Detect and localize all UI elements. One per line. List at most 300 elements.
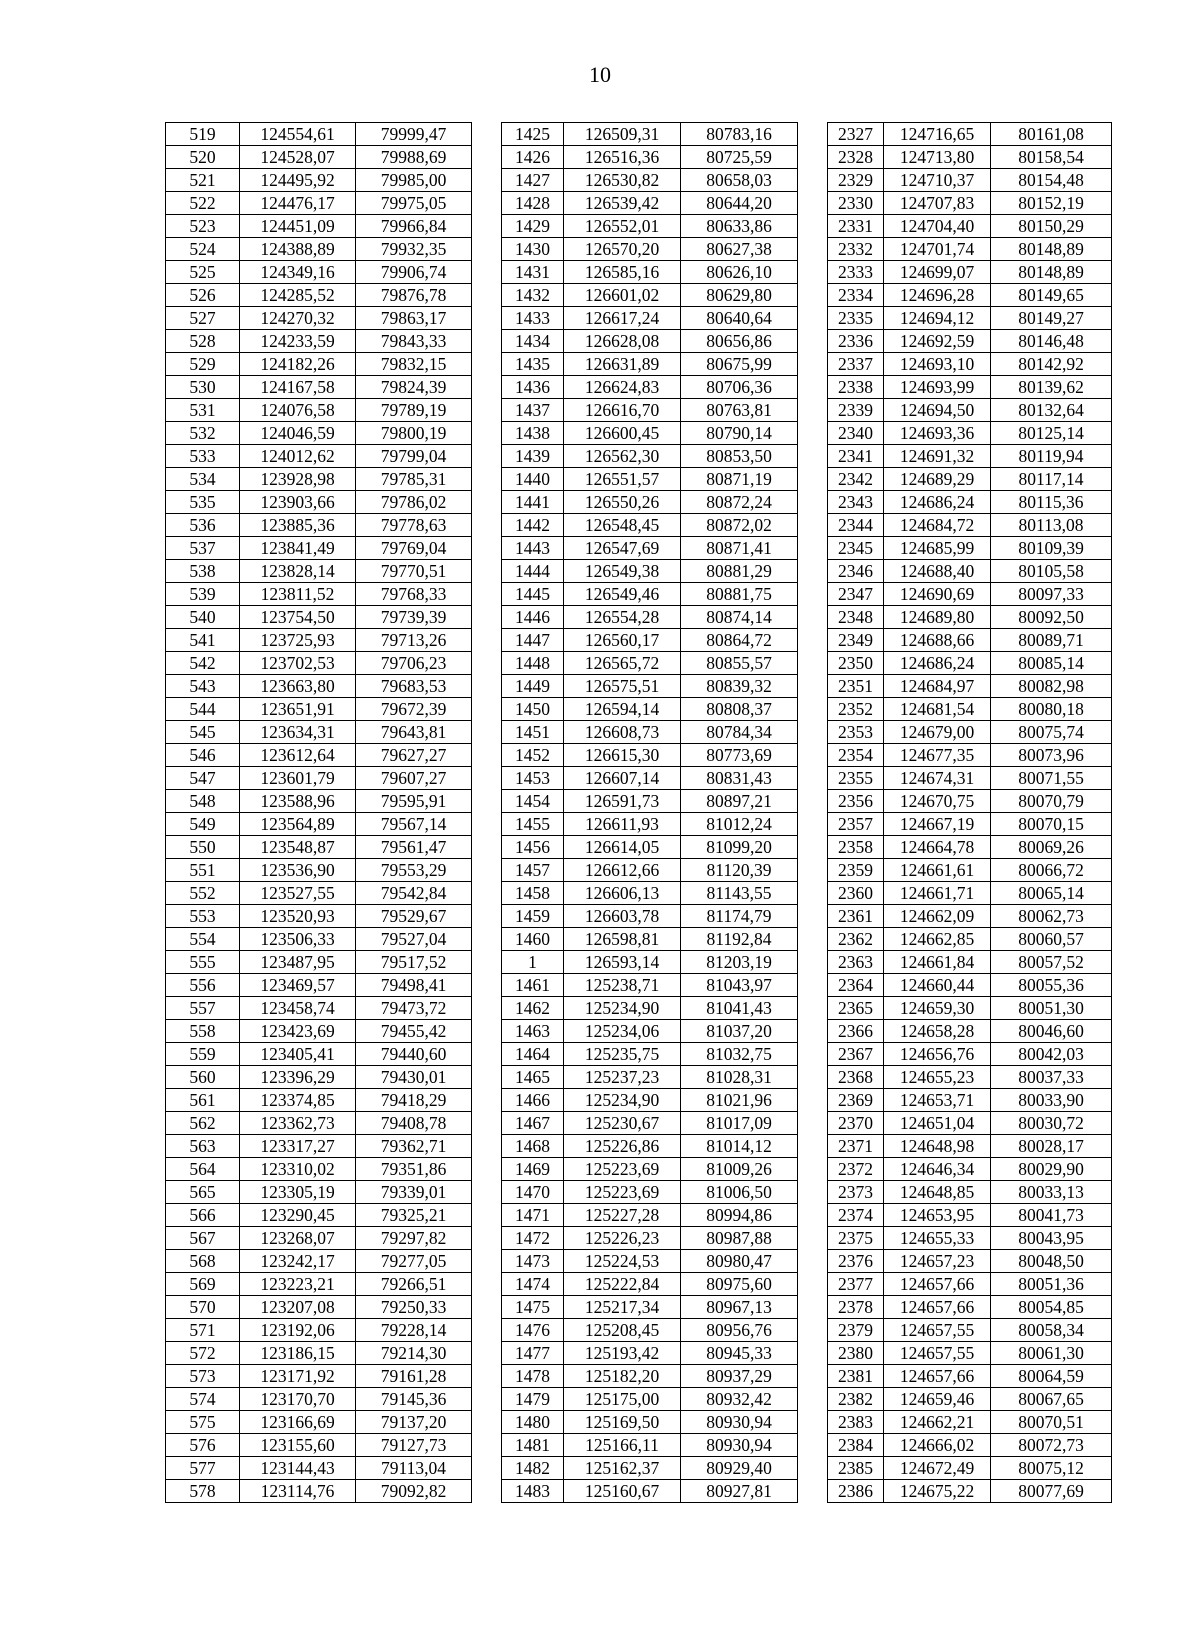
table-row (166, 353, 1112, 376)
column-gap (472, 284, 502, 307)
x-coordinate-cell: 126591,73 (564, 790, 681, 813)
x-coordinate-cell: 123317,27 (240, 1135, 356, 1158)
x-coordinate-cell: 124670,75 (884, 790, 991, 813)
x-coordinate-cell: 124701,74 (884, 238, 991, 261)
point-number-cell: 572 (166, 1342, 240, 1365)
x-coordinate-cell: 125223,69 (564, 1181, 681, 1204)
x-coordinate-cell: 124653,95 (884, 1204, 991, 1227)
y-coordinate-cell: 81032,75 (681, 1043, 798, 1066)
column-gap (472, 1112, 502, 1135)
y-coordinate-cell: 80041,73 (991, 1204, 1112, 1227)
table-row (166, 836, 1112, 859)
table-row (166, 1227, 1112, 1250)
x-coordinate-cell: 125226,23 (564, 1227, 681, 1250)
column-gap (472, 974, 502, 997)
point-number-cell: 2342 (828, 468, 884, 491)
x-coordinate-cell: 125175,00 (564, 1388, 681, 1411)
point-number-cell: 2353 (828, 721, 884, 744)
y-coordinate-cell: 80080,18 (991, 698, 1112, 721)
point-number-cell: 1471 (502, 1204, 564, 1227)
point-number-cell: 565 (166, 1181, 240, 1204)
y-coordinate-cell: 80839,32 (681, 675, 798, 698)
y-coordinate-cell: 79932,35 (356, 238, 472, 261)
point-number-cell: 549 (166, 813, 240, 836)
column-gap (798, 537, 828, 560)
x-coordinate-cell: 124716,65 (884, 123, 991, 146)
x-coordinate-cell: 124651,04 (884, 1112, 991, 1135)
y-coordinate-cell: 80929,40 (681, 1457, 798, 1480)
table-body (166, 123, 1112, 1503)
point-number-cell: 1429 (502, 215, 564, 238)
column-gap (472, 238, 502, 261)
point-number-cell: 550 (166, 836, 240, 859)
point-number-cell: 2367 (828, 1043, 884, 1066)
point-number-cell: 2349 (828, 629, 884, 652)
table-row (166, 606, 1112, 629)
x-coordinate-cell: 123928,98 (240, 468, 356, 491)
y-coordinate-cell: 80930,94 (681, 1434, 798, 1457)
column-gap (798, 376, 828, 399)
y-coordinate-cell: 80881,75 (681, 583, 798, 606)
point-number-cell: 1425 (502, 123, 564, 146)
point-number-cell: 1457 (502, 859, 564, 882)
y-coordinate-cell: 79297,82 (356, 1227, 472, 1250)
point-number-cell: 573 (166, 1365, 240, 1388)
point-number-cell: 2380 (828, 1342, 884, 1365)
x-coordinate-cell: 124661,71 (884, 882, 991, 905)
point-number-cell: 544 (166, 698, 240, 721)
y-coordinate-cell: 80855,57 (681, 652, 798, 675)
y-coordinate-cell: 80154,48 (991, 169, 1112, 192)
column-gap (472, 859, 502, 882)
point-number-cell: 1458 (502, 882, 564, 905)
x-coordinate-cell: 126570,20 (564, 238, 681, 261)
y-coordinate-cell: 79786,02 (356, 491, 472, 514)
y-coordinate-cell: 80152,19 (991, 192, 1112, 215)
point-number-cell: 1440 (502, 468, 564, 491)
table-row (166, 468, 1112, 491)
point-number-cell: 564 (166, 1158, 240, 1181)
point-number-cell: 529 (166, 353, 240, 376)
y-coordinate-cell: 80055,36 (991, 974, 1112, 997)
y-coordinate-cell: 79824,39 (356, 376, 472, 399)
column-gap (798, 606, 828, 629)
column-gap (472, 1365, 502, 1388)
table-row (166, 698, 1112, 721)
x-coordinate-cell: 123469,57 (240, 974, 356, 997)
column-gap (798, 1411, 828, 1434)
column-gap (798, 1296, 828, 1319)
column-gap (798, 652, 828, 675)
table-row (166, 1319, 1112, 1342)
point-number-cell: 576 (166, 1434, 240, 1457)
x-coordinate-cell: 124694,50 (884, 399, 991, 422)
x-coordinate-cell: 124646,34 (884, 1158, 991, 1181)
table-row (166, 767, 1112, 790)
point-number-cell: 1481 (502, 1434, 564, 1457)
point-number-cell: 1460 (502, 928, 564, 951)
x-coordinate-cell: 124285,52 (240, 284, 356, 307)
x-coordinate-cell: 124476,17 (240, 192, 356, 215)
x-coordinate-cell: 124691,32 (884, 445, 991, 468)
x-coordinate-cell: 126593,14 (564, 951, 681, 974)
point-number-cell: 2359 (828, 859, 884, 882)
x-coordinate-cell: 124677,35 (884, 744, 991, 767)
table-row (166, 1204, 1112, 1227)
y-coordinate-cell: 80763,81 (681, 399, 798, 422)
x-coordinate-cell: 125160,67 (564, 1480, 681, 1503)
x-coordinate-cell: 126547,69 (564, 537, 681, 560)
column-gap (472, 1250, 502, 1273)
y-coordinate-cell: 81203,19 (681, 951, 798, 974)
table-row (166, 882, 1112, 905)
point-number-cell: 2339 (828, 399, 884, 422)
x-coordinate-cell: 124657,23 (884, 1250, 991, 1273)
column-gap (798, 698, 828, 721)
point-number-cell: 1450 (502, 698, 564, 721)
x-coordinate-cell: 124689,80 (884, 606, 991, 629)
point-number-cell: 526 (166, 284, 240, 307)
x-coordinate-cell: 126612,66 (564, 859, 681, 882)
point-number-cell: 2345 (828, 537, 884, 560)
x-coordinate-cell: 124662,09 (884, 905, 991, 928)
x-coordinate-cell: 124688,40 (884, 560, 991, 583)
x-coordinate-cell: 124690,69 (884, 583, 991, 606)
point-number-cell: 2351 (828, 675, 884, 698)
column-gap (472, 928, 502, 951)
y-coordinate-cell: 80150,29 (991, 215, 1112, 238)
column-gap (472, 1273, 502, 1296)
x-coordinate-cell: 124012,62 (240, 445, 356, 468)
x-coordinate-cell: 124667,19 (884, 813, 991, 836)
column-gap (472, 445, 502, 468)
point-number-cell: 2329 (828, 169, 884, 192)
column-gap (798, 859, 828, 882)
x-coordinate-cell: 123186,15 (240, 1342, 356, 1365)
point-number-cell: 528 (166, 330, 240, 353)
column-gap (472, 353, 502, 376)
column-gap (472, 146, 502, 169)
table-row (166, 1135, 1112, 1158)
point-number-cell: 554 (166, 928, 240, 951)
point-number-cell: 1454 (502, 790, 564, 813)
column-gap (798, 307, 828, 330)
point-number-cell: 2377 (828, 1273, 884, 1296)
column-gap (472, 560, 502, 583)
point-number-cell: 2366 (828, 1020, 884, 1043)
x-coordinate-cell: 124710,37 (884, 169, 991, 192)
y-coordinate-cell: 80927,81 (681, 1480, 798, 1503)
x-coordinate-cell: 126550,26 (564, 491, 681, 514)
y-coordinate-cell: 80945,33 (681, 1342, 798, 1365)
y-coordinate-cell: 80062,73 (991, 905, 1112, 928)
point-number-cell: 2362 (828, 928, 884, 951)
point-number-cell: 2338 (828, 376, 884, 399)
x-coordinate-cell: 124656,76 (884, 1043, 991, 1066)
point-number-cell: 552 (166, 882, 240, 905)
x-coordinate-cell: 126565,72 (564, 652, 681, 675)
table-row (166, 675, 1112, 698)
x-coordinate-cell: 126611,93 (564, 813, 681, 836)
x-coordinate-cell: 124675,22 (884, 1480, 991, 1503)
x-coordinate-cell: 126548,45 (564, 514, 681, 537)
y-coordinate-cell: 79092,82 (356, 1480, 472, 1503)
point-number-cell: 567 (166, 1227, 240, 1250)
y-coordinate-cell: 80075,74 (991, 721, 1112, 744)
column-gap (472, 1158, 502, 1181)
x-coordinate-cell: 125234,90 (564, 997, 681, 1020)
point-number-cell: 556 (166, 974, 240, 997)
x-coordinate-cell: 126554,28 (564, 606, 681, 629)
y-coordinate-cell: 80142,92 (991, 353, 1112, 376)
y-coordinate-cell: 79228,14 (356, 1319, 472, 1342)
point-number-cell: 568 (166, 1250, 240, 1273)
table-row (166, 629, 1112, 652)
column-gap (798, 583, 828, 606)
column-gap (472, 629, 502, 652)
y-coordinate-cell: 80125,14 (991, 422, 1112, 445)
column-gap (472, 675, 502, 698)
point-number-cell: 533 (166, 445, 240, 468)
column-gap (472, 1020, 502, 1043)
y-coordinate-cell: 80033,90 (991, 1089, 1112, 1112)
x-coordinate-cell: 126600,45 (564, 422, 681, 445)
y-coordinate-cell: 80773,69 (681, 744, 798, 767)
point-number-cell: 532 (166, 422, 240, 445)
point-number-cell: 1479 (502, 1388, 564, 1411)
column-gap (798, 1112, 828, 1135)
column-gap (798, 744, 828, 767)
column-gap (472, 583, 502, 606)
y-coordinate-cell: 79769,04 (356, 537, 472, 560)
point-number-cell: 575 (166, 1411, 240, 1434)
x-coordinate-cell: 124659,30 (884, 997, 991, 1020)
table-row (166, 721, 1112, 744)
x-coordinate-cell: 124693,36 (884, 422, 991, 445)
y-coordinate-cell: 80930,94 (681, 1411, 798, 1434)
x-coordinate-cell: 126549,46 (564, 583, 681, 606)
column-gap (798, 1043, 828, 1066)
table-row (166, 974, 1112, 997)
y-coordinate-cell: 79113,04 (356, 1457, 472, 1480)
column-gap (798, 353, 828, 376)
table-row (166, 1158, 1112, 1181)
x-coordinate-cell: 126631,89 (564, 353, 681, 376)
y-coordinate-cell: 79906,74 (356, 261, 472, 284)
x-coordinate-cell: 126606,13 (564, 882, 681, 905)
point-number-cell: 563 (166, 1135, 240, 1158)
x-coordinate-cell: 123588,96 (240, 790, 356, 813)
x-coordinate-cell: 125235,75 (564, 1043, 681, 1066)
x-coordinate-cell: 123268,07 (240, 1227, 356, 1250)
y-coordinate-cell: 80784,34 (681, 721, 798, 744)
point-number-cell: 1435 (502, 353, 564, 376)
x-coordinate-cell: 126601,02 (564, 284, 681, 307)
column-gap (472, 1434, 502, 1457)
x-coordinate-cell: 123663,80 (240, 675, 356, 698)
x-coordinate-cell: 124655,23 (884, 1066, 991, 1089)
y-coordinate-cell: 79627,27 (356, 744, 472, 767)
y-coordinate-cell: 80075,12 (991, 1457, 1112, 1480)
table-row (166, 1181, 1112, 1204)
x-coordinate-cell: 123223,21 (240, 1273, 356, 1296)
y-coordinate-cell: 80097,33 (991, 583, 1112, 606)
y-coordinate-cell: 80158,54 (991, 146, 1112, 169)
y-coordinate-cell: 79430,01 (356, 1066, 472, 1089)
y-coordinate-cell: 80028,17 (991, 1135, 1112, 1158)
point-number-cell: 2365 (828, 997, 884, 1020)
column-gap (472, 491, 502, 514)
x-coordinate-cell: 125237,23 (564, 1066, 681, 1089)
point-number-cell: 2361 (828, 905, 884, 928)
y-coordinate-cell: 80085,14 (991, 652, 1112, 675)
y-coordinate-cell: 80937,29 (681, 1365, 798, 1388)
x-coordinate-cell: 126624,83 (564, 376, 681, 399)
point-number-cell: 1475 (502, 1296, 564, 1319)
y-coordinate-cell: 80932,42 (681, 1388, 798, 1411)
column-gap (472, 330, 502, 353)
y-coordinate-cell: 80149,65 (991, 284, 1112, 307)
table-row (166, 951, 1112, 974)
x-coordinate-cell: 124658,28 (884, 1020, 991, 1043)
y-coordinate-cell: 80048,50 (991, 1250, 1112, 1273)
point-number-cell: 2384 (828, 1434, 884, 1457)
point-number-cell: 2350 (828, 652, 884, 675)
x-coordinate-cell: 126530,82 (564, 169, 681, 192)
column-gap (798, 238, 828, 261)
table-row (166, 1411, 1112, 1434)
x-coordinate-cell: 126585,16 (564, 261, 681, 284)
point-number-cell: 2335 (828, 307, 884, 330)
column-gap (472, 192, 502, 215)
column-gap (472, 1319, 502, 1342)
y-coordinate-cell: 79843,33 (356, 330, 472, 353)
y-coordinate-cell: 80897,21 (681, 790, 798, 813)
x-coordinate-cell: 126560,17 (564, 629, 681, 652)
x-coordinate-cell: 124657,66 (884, 1273, 991, 1296)
x-coordinate-cell: 124662,85 (884, 928, 991, 951)
column-gap (798, 215, 828, 238)
x-coordinate-cell: 124664,78 (884, 836, 991, 859)
y-coordinate-cell: 80987,88 (681, 1227, 798, 1250)
y-coordinate-cell: 80082,98 (991, 675, 1112, 698)
point-number-cell: 2368 (828, 1066, 884, 1089)
column-gap (798, 1204, 828, 1227)
column-gap (472, 767, 502, 790)
x-coordinate-cell: 124686,24 (884, 491, 991, 514)
x-coordinate-cell: 126607,14 (564, 767, 681, 790)
y-coordinate-cell: 79975,05 (356, 192, 472, 215)
point-number-cell: 2355 (828, 767, 884, 790)
column-gap (798, 123, 828, 146)
y-coordinate-cell: 79607,27 (356, 767, 472, 790)
x-coordinate-cell: 124349,16 (240, 261, 356, 284)
y-coordinate-cell: 79527,04 (356, 928, 472, 951)
x-coordinate-cell: 123601,79 (240, 767, 356, 790)
column-gap (472, 1227, 502, 1250)
y-coordinate-cell: 80077,69 (991, 1480, 1112, 1503)
column-gap (798, 928, 828, 951)
column-gap (798, 1457, 828, 1480)
point-number-cell: 541 (166, 629, 240, 652)
point-number-cell: 1438 (502, 422, 564, 445)
point-number-cell: 534 (166, 468, 240, 491)
x-coordinate-cell: 124659,46 (884, 1388, 991, 1411)
column-gap (472, 169, 502, 192)
point-number-cell: 1478 (502, 1365, 564, 1388)
y-coordinate-cell: 80089,71 (991, 629, 1112, 652)
x-coordinate-cell: 124657,55 (884, 1342, 991, 1365)
y-coordinate-cell: 79250,33 (356, 1296, 472, 1319)
x-coordinate-cell: 123166,69 (240, 1411, 356, 1434)
y-coordinate-cell: 80066,72 (991, 859, 1112, 882)
x-coordinate-cell: 123144,43 (240, 1457, 356, 1480)
point-number-cell: 1441 (502, 491, 564, 514)
x-coordinate-cell: 125234,90 (564, 1089, 681, 1112)
column-gap (472, 1066, 502, 1089)
y-coordinate-cell: 81099,20 (681, 836, 798, 859)
table-row (166, 1066, 1112, 1089)
y-coordinate-cell: 81017,09 (681, 1112, 798, 1135)
point-number-cell: 574 (166, 1388, 240, 1411)
y-coordinate-cell: 79713,26 (356, 629, 472, 652)
point-number-cell: 2370 (828, 1112, 884, 1135)
column-gap (472, 1043, 502, 1066)
column-gap (472, 606, 502, 629)
point-number-cell: 555 (166, 951, 240, 974)
y-coordinate-cell: 80146,48 (991, 330, 1112, 353)
y-coordinate-cell: 79266,51 (356, 1273, 472, 1296)
column-gap (472, 1480, 502, 1503)
point-number-cell: 577 (166, 1457, 240, 1480)
point-number-cell: 1469 (502, 1158, 564, 1181)
column-gap (798, 1365, 828, 1388)
column-gap (798, 790, 828, 813)
column-gap (798, 1388, 828, 1411)
y-coordinate-cell: 80132,64 (991, 399, 1112, 422)
x-coordinate-cell: 126509,31 (564, 123, 681, 146)
x-coordinate-cell: 124648,98 (884, 1135, 991, 1158)
point-number-cell: 519 (166, 123, 240, 146)
x-coordinate-cell: 124672,49 (884, 1457, 991, 1480)
x-coordinate-cell: 124660,44 (884, 974, 991, 997)
point-number-cell: 1472 (502, 1227, 564, 1250)
x-coordinate-cell: 123811,52 (240, 583, 356, 606)
point-number-cell: 2344 (828, 514, 884, 537)
y-coordinate-cell: 80725,59 (681, 146, 798, 169)
column-gap (472, 514, 502, 537)
point-number-cell: 538 (166, 560, 240, 583)
column-gap (798, 445, 828, 468)
y-coordinate-cell: 80071,55 (991, 767, 1112, 790)
table-row (166, 307, 1112, 330)
column-gap (472, 721, 502, 744)
point-number-cell: 2381 (828, 1365, 884, 1388)
table-row (166, 399, 1112, 422)
table-row (166, 146, 1112, 169)
column-gap (798, 514, 828, 537)
column-gap (798, 1434, 828, 1457)
x-coordinate-cell: 123114,76 (240, 1480, 356, 1503)
column-gap (798, 1273, 828, 1296)
x-coordinate-cell: 126617,24 (564, 307, 681, 330)
x-coordinate-cell: 124713,80 (884, 146, 991, 169)
point-number-cell: 1474 (502, 1273, 564, 1296)
y-coordinate-cell: 79778,63 (356, 514, 472, 537)
y-coordinate-cell: 80042,03 (991, 1043, 1112, 1066)
page-number: 10 (589, 62, 611, 87)
point-number-cell: 2364 (828, 974, 884, 997)
